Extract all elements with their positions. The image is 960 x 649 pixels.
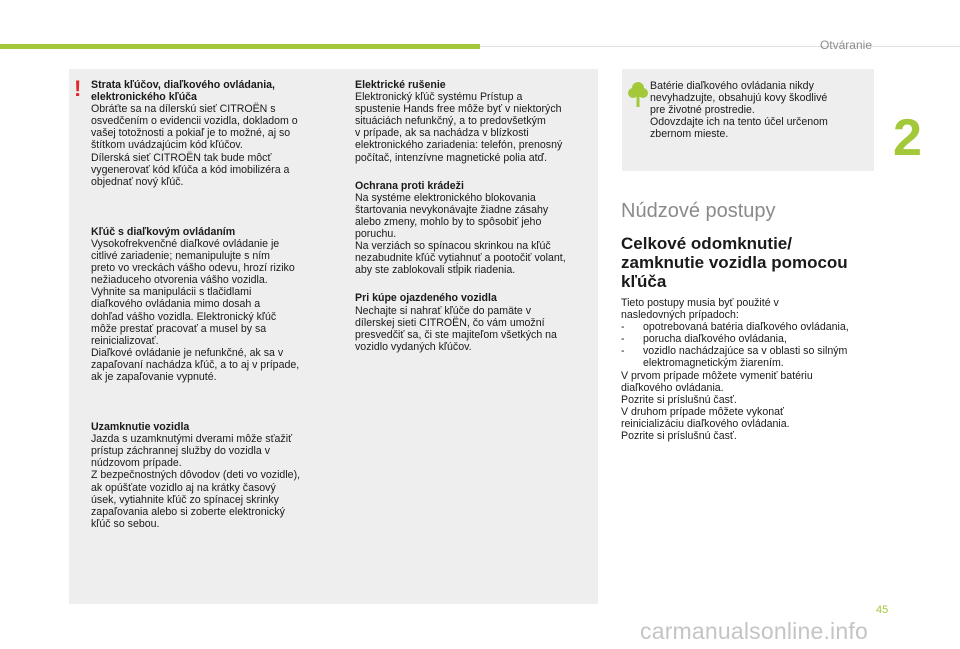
procedure-text bbox=[621, 297, 881, 442]
tree-icon bbox=[628, 80, 648, 110]
cases-list bbox=[621, 321, 881, 369]
intro-text: Tieto postupy musia byť použité v nasledovných prípadoch: bbox=[621, 297, 779, 322]
after-text: V prvom prípade môžete vymeniť batériu diaľkového ovládania. Pozrite si príslušnú časť. V druhom prípade môžete vykonať reinicializáciu diaľkového ovládania. Pozrite si príslušnú časť. bbox=[621, 369, 813, 443]
header-rule bbox=[480, 46, 960, 47]
block-text: Jazda s uzamknutými dverami môže sťažiť prístup záchrannej služby do vozidla v núdzovom prípade. Z bezpečnostných dôvodov (deti vo vozidle), ak opúšťate vozidlo aj na krátky časový úsek, vytiahnite kľúč zo spínacej skrinky zapaľovania alebo si zoberte elektronický kľúč so sebou. bbox=[91, 433, 301, 530]
section-title: Otváranie bbox=[819, 38, 872, 52]
block-heading: Uzamknutie vozidla bbox=[91, 421, 190, 434]
header-accent-bar bbox=[0, 44, 480, 49]
block-heading: Kľúč s diaľkovým ovládaním bbox=[91, 225, 236, 238]
environment-note: Batérie diaľkového ovládania nikdy nevyhadzujte, obsahujú kovy škodlivé pre životné prostredie. Odovzdajte ich na tento účel určenom zbernom mieste. bbox=[650, 80, 828, 141]
block-heading: Elektrické rušenie bbox=[355, 79, 446, 91]
block-heading: Strata kľúčov, diaľkového ovládania, elektronického kľúča bbox=[91, 79, 275, 104]
list-item: - porucha diaľkového ovládania, bbox=[621, 333, 881, 345]
exclamation-icon: ! bbox=[74, 76, 82, 101]
warning-column-1 bbox=[91, 79, 331, 530]
section-heading: Núdzové postupy bbox=[621, 200, 776, 222]
watermark: carmanualsonline.info bbox=[640, 618, 868, 644]
block-text: Obráťte sa na dílerskú sieť CITROËN s osvedčením o evidencii vozidla, dokladom o vašej totožnosti a pokiaľ je to možné, aj so štítkom uvádzajúcim kód kľúčov. Dílerská sieť CITROËN tak bude môcť vygenerovať kód kľúča a kód imobilizéra a objednať nový kľúč. bbox=[91, 103, 298, 188]
block-text: Vysokofrekvenčné diaľkové ovládanie je citlivé zariadenie; nemanipulujte s ním preto vo vreckách vášho odevu, hrozí riziko nežiaduceho otvorenia vášho vozidla. Vyhnite sa manipulácii s tlačidlami diaľkového ovládania mimo dosah a dohľad vášho vozidla. Elektronický kľúč môže prestať pracovať a musel by sa reinicializovať. Diaľkové ovládanie je nefunkčné, ak sa v zapaľovaní nachádza kľúč, a to aj v prípade, ak je zapaľovanie vypnuté. bbox=[91, 237, 300, 383]
warning-column-2 bbox=[355, 79, 595, 353]
list-item: - opotrebovaná batéria diaľkového ovládania, bbox=[621, 321, 881, 333]
block-text: Nechajte si nahrať kľúče do pamäte v dílerskej sieti CITROËN, čo vám umožní presvedčiť sa, či ste majiteľom všetkých na vozidlo vydaných kľúčov. bbox=[355, 304, 557, 353]
block-text: Elektronický kľúč systému Prístup a spustenie Hands free môže byť v niektorých situáciách nefunkčný, a to predovšetkým v prípade, ak sa nachádza v blízkosti elektronického zariadenia: telefón, prenosný počítač, intenzívne magnetické polia atď. bbox=[355, 91, 563, 164]
list-item: - vozidlo nachádzajúce sa v oblasti so silným elektromagnetickým žiarením. bbox=[621, 345, 881, 369]
block-text: Na systéme elektronického blokovania štartovania nevykonávajte žiadne zásahy alebo zmeny, mohlo by to spôsobiť jeho poruchu. Na verziách so spínacou skrinkou na kľúč nezabudnite kľúč vytiahnuť a pootočiť volant, aby ste zablokovali stĺpik riadenia. bbox=[355, 191, 566, 277]
chapter-number: 2 bbox=[893, 109, 922, 167]
page-number: 45 bbox=[876, 604, 889, 616]
block-heading: Ochrana proti krádeži bbox=[355, 179, 464, 192]
subsection-heading: Celkové odomknutie/ zamknutie vozidla pomocou kľúča bbox=[621, 234, 848, 291]
block-heading: Pri kúpe ojazdeného vozidla bbox=[355, 292, 497, 305]
